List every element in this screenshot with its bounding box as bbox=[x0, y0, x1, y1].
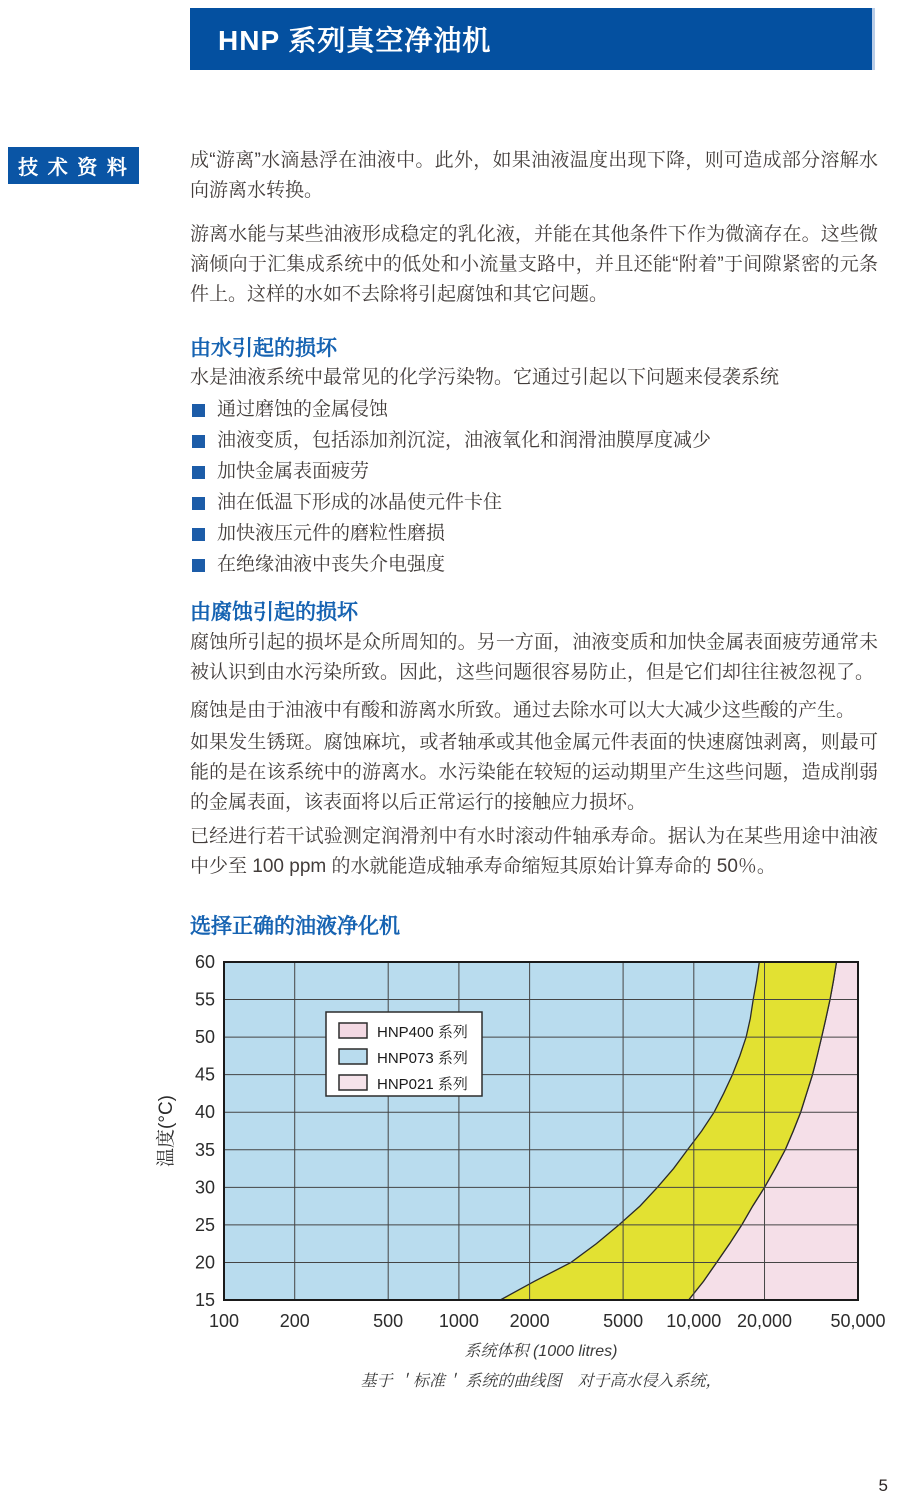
water-damage-bullet-list bbox=[190, 396, 878, 582]
legend-swatch bbox=[339, 1049, 367, 1064]
heading-corrosion-damage: 由腐蚀引起的损坏 bbox=[190, 601, 358, 624]
selection-chart bbox=[150, 952, 890, 1337]
y-tick-label: 40 bbox=[194, 1102, 215, 1123]
x-tick-label: 5000 bbox=[603, 1311, 644, 1331]
page-title: HNP 系列真空净油机 bbox=[218, 25, 492, 56]
list-item bbox=[190, 427, 878, 458]
list-item bbox=[190, 520, 878, 551]
y-tick-label: 20 bbox=[194, 1252, 215, 1273]
y-tick-label: 55 bbox=[194, 989, 215, 1010]
header-bar bbox=[190, 8, 875, 70]
list-item-text: 加快液压元件的磨粒性磨损 bbox=[217, 523, 446, 544]
legend-label: HNP021 系列 bbox=[377, 1076, 468, 1093]
heading-purifier-selection: 选择正确的油液净化机 bbox=[190, 915, 400, 938]
list-item bbox=[190, 458, 878, 489]
intro-paragraph-2: 游离水能与某些油液形成稳定的乳化液，并能在其他条件下作为微滴存在。这些微滴倾向于汇集成系统中的低处和小流量支路中，并且还能“附着”于间隙紧密的元条件上。这样的水如不去除将引起腐蚀和其它问题。 bbox=[190, 224, 878, 305]
x-tick-label: 20,000 bbox=[736, 1311, 793, 1331]
sidebar-label-technical-data: 技 术 资 料 bbox=[8, 147, 139, 184]
corrosion-paragraph-1: 腐蚀所引起的损坏是众所周知的。另一方面，油液变质和加快金属表面疲劳通常未被认识到由水污染所致。因此，这些问题很容易防止，但是它们却往往被忽视了。 bbox=[190, 632, 878, 683]
legend-swatch bbox=[339, 1023, 367, 1038]
corrosion-paragraph-4: 已经进行若干试验测定润滑剂中有水时滚动件轴承寿命。据认为在某些用途中油液中少至 100 ppm 的水就能造成轴承寿命缩短其原始计算寿命的 50％。 bbox=[190, 826, 878, 877]
legend-label: HNP073 系列 bbox=[377, 1050, 468, 1067]
list-item bbox=[190, 396, 878, 427]
list-item-text: 在绝缘油液中丧失介电强度 bbox=[217, 554, 446, 575]
water-damage-intro: 水是油液系统中最常见的化学污染物。它通过引起以下问题来侵袭系统 bbox=[190, 367, 780, 388]
y-tick-label: 35 bbox=[194, 1139, 215, 1160]
y-tick-label: 15 bbox=[194, 1290, 215, 1310]
intro-paragraph-1: 成“游离”水滴悬浮在油液中。此外，如果油液温度出现下降，则可造成部分溶解水向游离水转换。 bbox=[190, 150, 878, 201]
y-axis-title: 温度(°C) bbox=[156, 1095, 177, 1167]
bullet-square-icon bbox=[192, 528, 205, 541]
legend-label: HNP400 系列 bbox=[377, 1024, 468, 1041]
list-item-text: 油液变质，包括添加剂沉淀，油液氧化和润滑油膜厚度减少 bbox=[217, 430, 712, 451]
chart-caption: 基于 ＇标准＇ 系统的曲线图 对于高水侵入系统， bbox=[360, 1373, 722, 1390]
x-tick-label: 1000 bbox=[438, 1311, 479, 1331]
bullet-square-icon bbox=[192, 435, 205, 448]
y-tick-label: 50 bbox=[194, 1027, 215, 1048]
y-tick-label: 60 bbox=[194, 952, 215, 972]
list-item bbox=[190, 489, 878, 520]
x-tick-label: 200 bbox=[279, 1311, 310, 1331]
x-tick-label: 50,000 bbox=[830, 1311, 886, 1331]
bullet-square-icon bbox=[192, 497, 205, 510]
corrosion-paragraph-2: 腐蚀是由于油液中有酸和游离水所致。通过去除水可以大大减少这些酸的产生。 bbox=[190, 700, 856, 721]
x-tick-label: 2000 bbox=[509, 1311, 550, 1331]
heading-water-damage: 由水引起的损坏 bbox=[190, 337, 337, 360]
x-tick-label: 100 bbox=[208, 1311, 240, 1331]
list-item-text: 油在低温下形成的冰晶使元件卡住 bbox=[217, 492, 503, 513]
list-item bbox=[190, 551, 878, 582]
bullet-square-icon bbox=[192, 404, 205, 417]
legend-swatch bbox=[339, 1075, 367, 1090]
corrosion-paragraph-3: 如果发生锈斑。腐蚀麻坑，或者轴承或其他金属元件表面的快速腐蚀剥离，则最可能的是在该系统中的游离水。水污染能在较短的运动期里产生这些问题，造成削弱的金属表面，该表面将以后正常运行的接触应力损坏。 bbox=[190, 732, 878, 813]
y-tick-label: 30 bbox=[194, 1177, 215, 1198]
list-item-text: 通过磨蚀的金属侵蚀 bbox=[217, 399, 389, 420]
page-number: 5 bbox=[878, 1476, 888, 1495]
y-tick-label: 25 bbox=[194, 1214, 215, 1235]
chart-x-axis-title: 系统体积 (1000 litres) bbox=[464, 1343, 618, 1360]
y-tick-label: 45 bbox=[194, 1064, 215, 1085]
x-tick-label: 500 bbox=[373, 1311, 404, 1331]
x-tick-label: 10,000 bbox=[666, 1311, 722, 1331]
list-item-text: 加快金属表面疲劳 bbox=[217, 461, 370, 482]
bullet-square-icon bbox=[192, 559, 205, 572]
bullet-square-icon bbox=[192, 466, 205, 479]
